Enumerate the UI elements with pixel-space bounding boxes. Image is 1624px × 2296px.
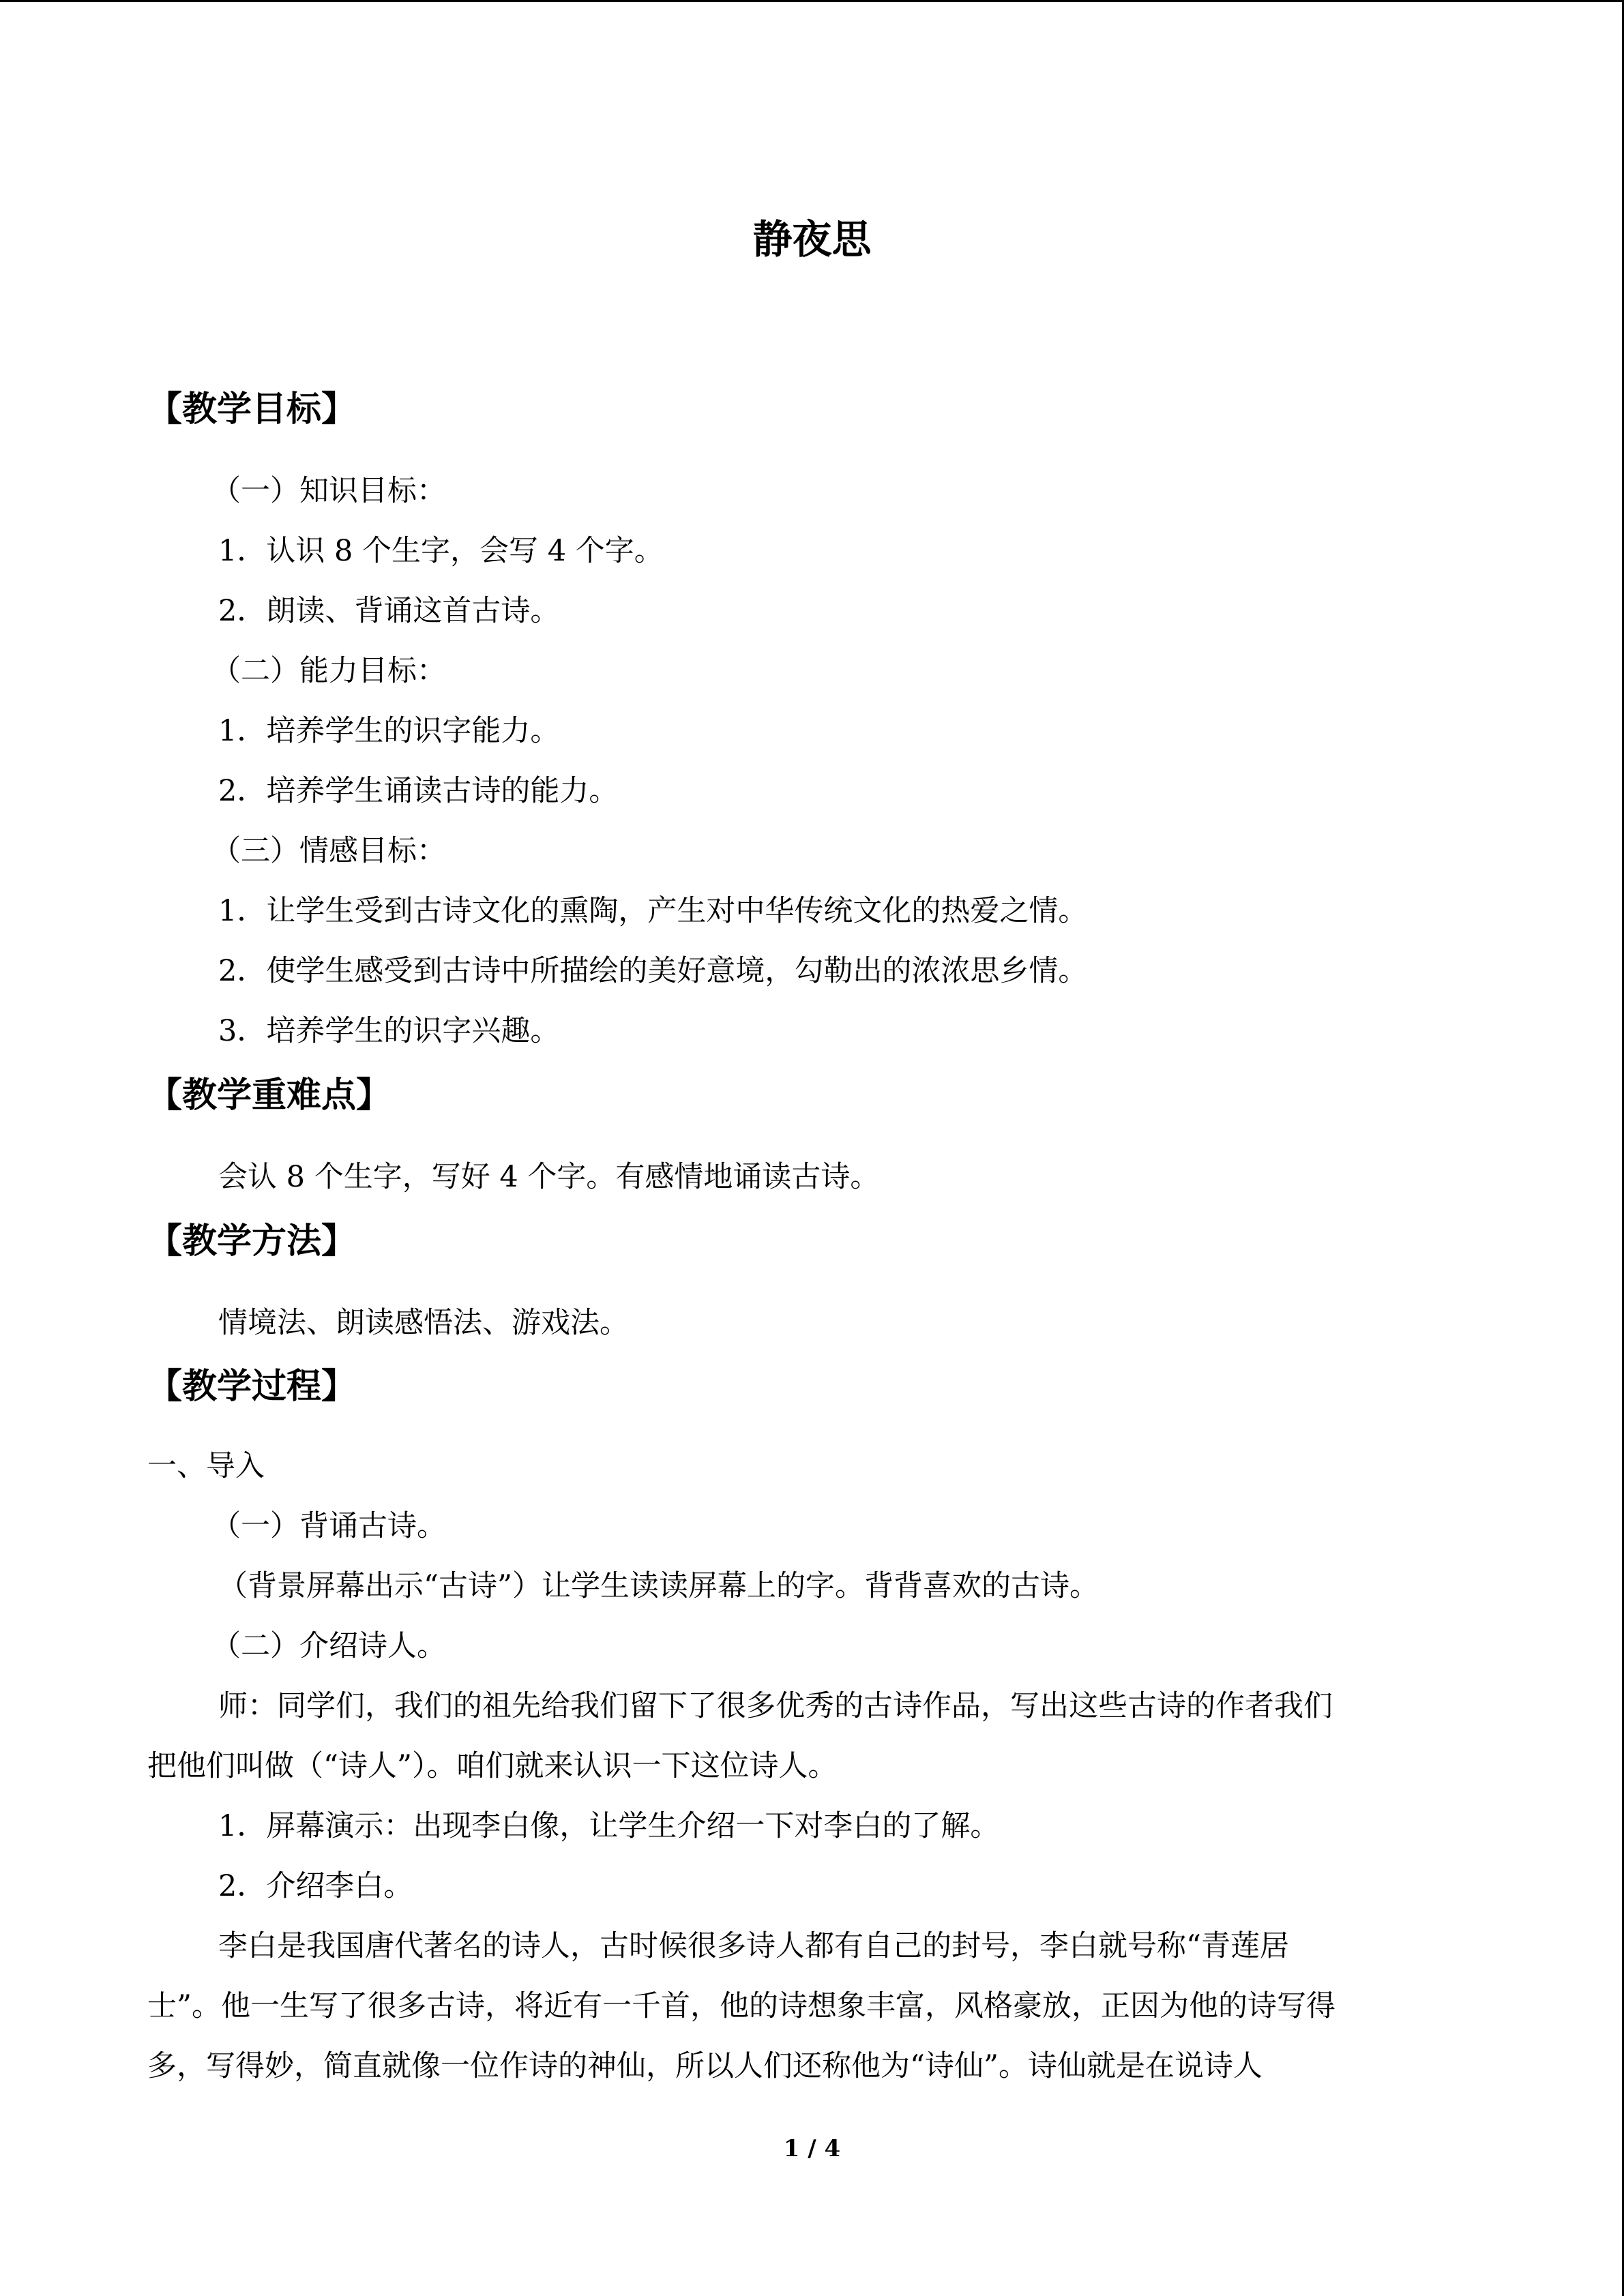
methods-text: 情境法、朗读感悟法、游戏法。 (218, 1306, 629, 1340)
goal-emotion-1: 1．让学生受到古诗文化的熏陶，产生对中华传统文化的热爱之情。 (218, 894, 1088, 928)
process-step-poet: （二）介绍诗人。 (211, 1629, 446, 1663)
goal-emotion-3: 3．培养学生的识字兴趣。 (218, 1014, 560, 1048)
heading-teaching-goals: 【教学目标】 (147, 389, 357, 430)
process-step-recite: （一）背诵古诗。 (211, 1509, 446, 1543)
process-teacher-line-2: 把他们叫做（“诗人”）。咱们就来认识一下这位诗人。 (147, 1749, 838, 1783)
goal-emotion-2: 2．使学生感受到古诗中所描绘的美好意境，勾勒出的浓浓思乡情。 (218, 954, 1088, 988)
goal-ability-2: 2．培养学生诵读古诗的能力。 (218, 774, 619, 808)
process-demo: 1．屏幕演示：出现李白像，让学生介绍一下对李白的了解。 (218, 1809, 1000, 1843)
process-step-recite-detail: （背景屏幕出示“古诗”）让学生读读屏幕上的字。背背喜欢的古诗。 (218, 1569, 1099, 1603)
goal-knowledge-2: 2．朗读、背诵这首古诗。 (218, 594, 560, 628)
goal-knowledge-1: 1．认识 8 个生字，会写 4 个字。 (218, 534, 664, 568)
libai-paragraph-line-1: 李白是我国唐代著名的诗人，古时候很多诗人都有自己的封号，李白就号称“青莲居 (218, 1929, 1289, 1963)
page-border-top (0, 0, 1624, 2)
goal-emotion-label: （三）情感目标： (211, 834, 446, 868)
page-number: 1 / 4 (783, 2135, 841, 2162)
goal-ability-label: （二）能力目标： (211, 654, 446, 688)
process-teacher-line-1: 师：同学们，我们的祖先给我们留下了很多优秀的古诗作品，写出这些古诗的作者我们 (218, 1689, 1333, 1723)
heading-teaching-methods: 【教学方法】 (147, 1221, 357, 1262)
heading-key-points: 【教学重难点】 (147, 1075, 392, 1116)
process-intro: 一、导入 (147, 1449, 265, 1483)
libai-paragraph-line-2: 士”。他一生写了很多古诗，将近有一千首，他的诗想象丰富，风格豪放，正因为他的诗写得 (147, 1989, 1335, 2023)
heading-teaching-process: 【教学过程】 (147, 1366, 357, 1407)
goal-ability-1: 1．培养学生的识字能力。 (218, 714, 560, 748)
key-points-text: 会认 8 个生字，写好 4 个字。有感情地诵读古诗。 (218, 1160, 880, 1194)
process-intro-libai: 2．介绍李白。 (218, 1869, 413, 1903)
goal-knowledge-label: （一）知识目标： (211, 474, 446, 508)
document-title: 静夜思 (752, 216, 872, 263)
libai-paragraph-line-3: 多，写得妙，简直就像一位作诗的神仙，所以人们还称他为“诗仙”。诗仙就是在说诗人 (147, 2049, 1263, 2083)
